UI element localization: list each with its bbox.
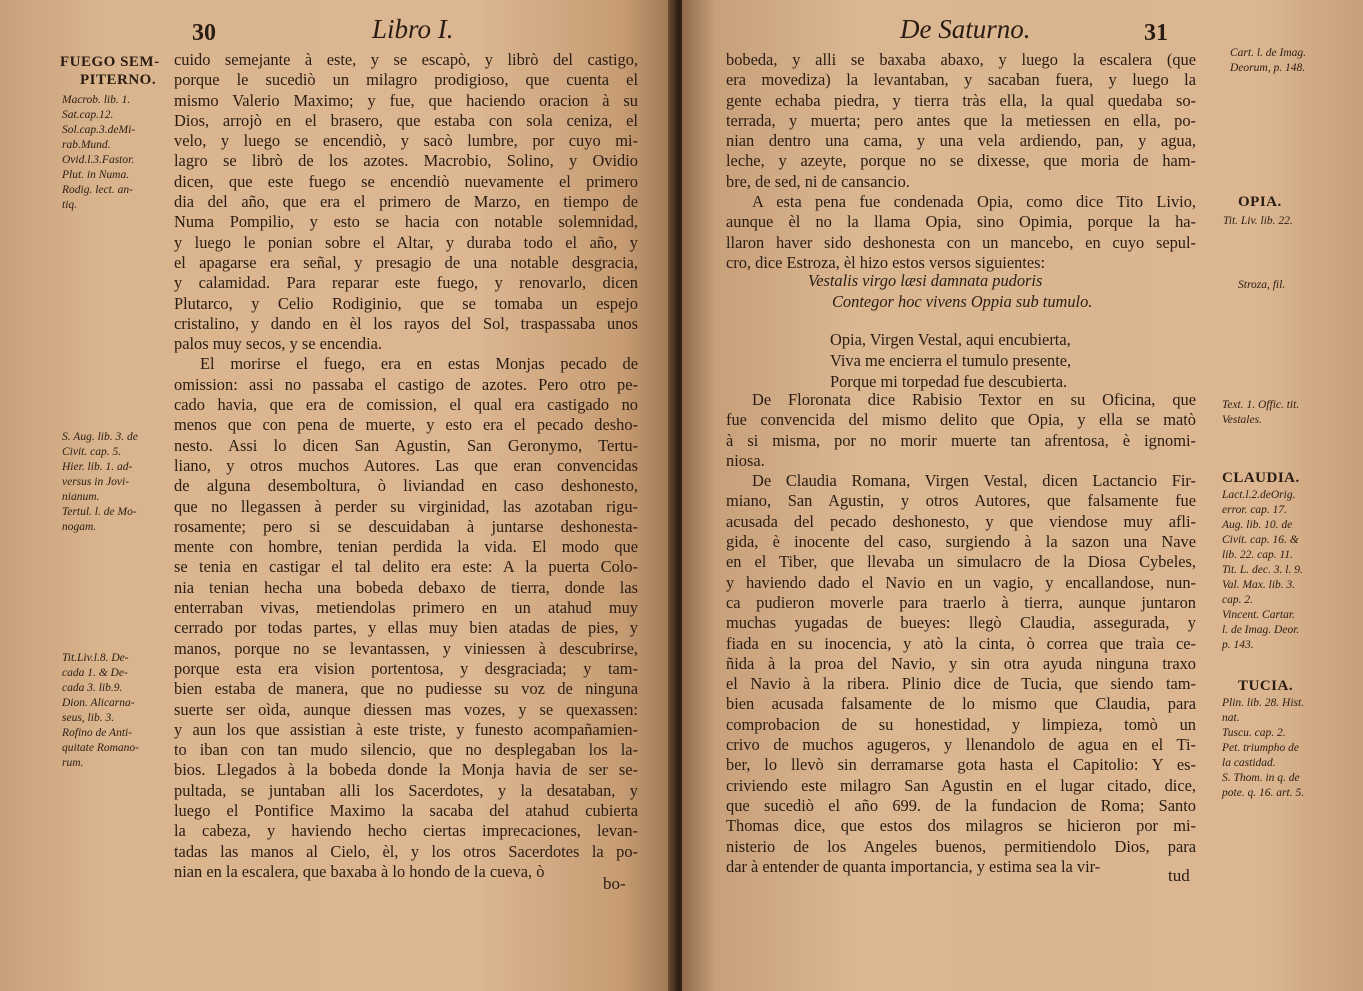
text-line: porque esta era vision portentosa, y desgraciada; y tam- (174, 658, 638, 678)
margin-note-line: Tertul. l. de Mo- (62, 506, 137, 518)
left-running-header: Libro I. (372, 14, 454, 44)
margin-note-textor (1222, 398, 1299, 428)
text-line: miano, San Agustin, y otros Autores, que falsamente fue (726, 491, 1196, 511)
margin-note-line: rum. (62, 757, 84, 769)
margin-note-line: Cart. l. de Imag. (1230, 47, 1307, 59)
margin-note-line: S. Aug. lib. 3. de (62, 431, 138, 443)
margin-note-livio (62, 651, 139, 771)
text-line: Thomas dice, que estos dos milagros se hicieron por mi- (726, 816, 1196, 836)
text-line: mismo Valerio Maximo; y fue, que haciendo oracion à su (174, 90, 638, 110)
margin-note-line: la castidad. (1222, 757, 1276, 769)
text-line: De Claudia Romana, Virgen Vestal, dicen Lactancio Fir- (752, 471, 1196, 491)
margin-note-line: Ovid.l.3.Fastor. (62, 154, 135, 166)
text-line: acusada del pecado deshonesto, y que viendose muy afli- (726, 511, 1196, 531)
margin-note-line: nat. (1222, 712, 1240, 724)
text-line: velo, y luego se encendiò, y sacò lumbre, por cuyo mi- (174, 131, 638, 151)
margin-note-line: Plut. in Numa. (62, 169, 130, 181)
margin-note-cartari (1230, 46, 1306, 76)
text-line: manos, porque no se levantassen, y viniessen à descubrirse, (174, 638, 638, 658)
right-page-number: 31 (1144, 20, 1168, 46)
margin-note-line: Text. 1. Offic. tit. (1222, 399, 1300, 411)
text-line: porque le sucediò un milagro prodigioso, que cuenta el (174, 70, 638, 90)
text-line: mente con hombre, tenian perdida la vida. El modo que (174, 537, 638, 557)
text-line: El morirse el fuego, era en estas Monjas pecado de (200, 354, 638, 374)
margin-note-line: lib. 22. cap. 11. (1222, 549, 1294, 561)
text-line: y luego le ponian sobre el Altar, y duraba todo el año, y (174, 232, 638, 252)
text-line: fue convencida del mismo delito que Opia, y ella se matò (726, 410, 1196, 430)
text-line: el apagarse era señal, y presagio de una notable desgracia, (174, 252, 638, 272)
margin-note-line: nogam. (62, 521, 97, 533)
text-line: crivo de muchos agugeros, y llenandolo de agua en el Ti- (726, 735, 1196, 755)
text-line: que sucediò el año 699. de la fundacion de Roma; Santo (726, 795, 1196, 815)
spanish-verse-line-1: Opia, Virgen Vestal, aqui encubierta, (830, 330, 1071, 349)
text-line: cuido semejante à este, y se escapò, y librò del castigo, (174, 50, 638, 69)
text-line: ca pudieron moverle para traerlo à tierra, aunque juntaron (726, 592, 1196, 612)
text-line: lagro se librò de los azotes. Macrobio, Solino, y Ovidio (174, 151, 638, 171)
text-line: enterraban vivas, metiendolas primero en un atahud muy (174, 598, 638, 618)
margin-note-line: Vincent. Cartar. (1222, 609, 1295, 621)
margin-note-line: Tuscu. cap. 2. (1222, 727, 1286, 739)
spanish-verse-line-2: Viva me encierra el tumulo presente, (830, 351, 1072, 370)
latin-verse-line-2: Contegor hoc vivens Oppia sub tumulo. (832, 292, 1093, 311)
text-line: gente echaba piedra, y tierra tràs ella, la qual quedaba so- (726, 90, 1196, 110)
text-line: dicen, que este fuego se encendiò nuevamente el primero (174, 171, 638, 191)
text-line: Dios, arrojò en el brasero, que estaba con sola ceniza, el (174, 110, 638, 130)
text-line: comprobacion de su honestidad, y limpieza, tomò un (726, 714, 1196, 734)
margin-note-line: cada 1. & De- (62, 667, 128, 679)
margin-note-line: nianum. (62, 491, 100, 503)
left-page (0, 0, 676, 991)
margin-note-claudia (1222, 488, 1303, 653)
text-line: palos muy secos, y se encendia. (174, 334, 383, 354)
text-line: de alguna desemboltura, ò liviandad en caso deshonesto, (174, 476, 638, 496)
margin-note-line: Lact.l.2.deOrig. (1222, 489, 1296, 501)
text-line: bre, de sed, ni de cansancio. (726, 171, 910, 191)
margin-note-line: tiq. (62, 199, 78, 211)
margin-note-line: pote. q. 16. art. 5. (1222, 787, 1305, 799)
text-line: bios. Llegados à la bobeda donde la Monja havia de ser se- (174, 760, 638, 780)
text-line: criviendo este milagro San Agustin en el lugar citado, dice, (726, 775, 1196, 795)
text-line: menos que con pena de muerte, y esto era el pecado desho- (174, 415, 638, 435)
text-line: suerte ser oìda, aunque diessen mas vozes, y se quexassen: (174, 699, 638, 719)
text-line: en el Tiber, que llevaba un simulacro de la Diosa Cybeles, (726, 552, 1196, 572)
margin-note-line: cap. 2. (1222, 594, 1253, 606)
text-line: el Navio à la ribera. Plinio dice de Tucia, que siendo tam- (726, 674, 1196, 694)
text-line: nian dentro una cama, y una vela ardiendo, pan, y agua, (726, 131, 1196, 151)
left-catchword: bo- (603, 874, 626, 893)
text-line: bobeda, y alli se baxaba abaxo, y luego la escalera (que (726, 50, 1196, 69)
margin-note-tucia (1222, 696, 1304, 801)
text-line: niosa. (726, 450, 765, 470)
text-line: tadas las manos al Cielo, èl, y los otros Sacerdotes la po- (174, 841, 638, 861)
text-line: Numa Pompilio, y esto se hacia con notable solemnidad, (174, 212, 638, 232)
left-body-text (174, 50, 638, 882)
text-line: cado havia, que era de comission, el qual era castigado no (174, 395, 638, 415)
margin-note-line: Aug. lib. 10. de (1222, 519, 1293, 531)
right-body-text-b (726, 390, 1196, 877)
margin-note-line: S. Thom. in q. de (1222, 772, 1300, 784)
text-line: llaron haver sido deshonesta con un mancebo, en cuyo sepul- (726, 232, 1196, 252)
margin-note-line: p. 143. (1222, 639, 1254, 651)
right-page (682, 0, 1363, 991)
margin-note-line: Sat.cap.12. (62, 109, 114, 121)
text-line: gida, è inocente del caso, surgiendo à la sazon una Nave (726, 532, 1196, 552)
spanish-verse (830, 329, 1071, 392)
margin-note-line: Civit. cap. 5. (62, 446, 122, 458)
margin-note-line: Deorum, p. 148. (1230, 62, 1306, 74)
text-line: liano, y otros muchos Autores. Las que eran convencidas (174, 455, 638, 475)
text-line: rosamente; pero si se descuidaban à juntarse deshonesta- (174, 516, 638, 536)
text-line: y calamidad. Para reparar este fuego, y renovarlo, dicen (174, 273, 638, 293)
spanish-verse-line-3: Porque mi torpedad fue descubierta. (830, 372, 1068, 391)
margin-title-tucia: TUCIA. (1238, 678, 1294, 694)
margin-note-line: Civit. cap. 16. & (1222, 534, 1299, 546)
text-line: dar à entender de quanta importancia, y estima sea la vir- (726, 856, 1101, 876)
right-body-text-a (726, 50, 1196, 273)
margin-note-line: cada 3. lib.9. (62, 682, 123, 694)
margin-note-line: Plin. lib. 28. Hist. (1222, 697, 1305, 709)
text-line: cro, dice Estroza, èl hizo estos versos siguientes: (726, 252, 1046, 272)
margin-note-augustin (62, 430, 138, 535)
latin-verse-line-1: Vestalis virgo læsi damnata pudoris (808, 271, 1043, 290)
margin-note-line: Vestales. (1222, 414, 1262, 426)
margin-note-line: versus in Jovi- (62, 476, 130, 488)
margin-note-line: error. cap. 17. (1222, 504, 1288, 516)
text-line: dia del año, que era el primero de Marzo, en tiempo de (174, 192, 638, 212)
margin-note-line: Hier. lib. 1. ad- (62, 461, 133, 473)
margin-note-line: seus, lib. 3. (62, 712, 115, 724)
right-catchword: tud (1168, 866, 1190, 885)
margin-note-line: Sol.cap.3.deMi- (62, 124, 136, 136)
text-line: se tenia en castigar el tal delito era este: A la puerta Colo- (174, 557, 638, 577)
text-line: to iban con tan mudo silencio, que no desplegaban los la- (174, 740, 638, 760)
text-line: nisterio de los Angeles buenos, permitiendolo Dios, para (726, 836, 1196, 856)
margin-note-opia: Tit. Liv. lib. 22. (1223, 215, 1293, 227)
text-line: A esta pena fue condenada Opia, como dice Tito Livio, (752, 192, 1196, 212)
text-line: nian en la escalera, que baxaba à lo hondo de la cueva, ò (174, 861, 545, 881)
margin-note-stroza: Stroza, fil. (1238, 279, 1286, 291)
margin-title-fuego-2: PITERNO. (80, 72, 157, 88)
text-line: era movediza) la levantaban, y sacaban fuera, y luego la (726, 70, 1196, 90)
text-line: omission: assi no passaba el castigo de azotes. Pero otro pe- (174, 374, 638, 394)
text-line: nia tenian hecha una bobeda debaxo de tierra, donde las (174, 577, 638, 597)
text-line: De Floronata dice Rabisio Textor en su Oficina, que (752, 390, 1196, 409)
text-line: Plutarco, y Celio Rodiginio, que se tomaba un espejo (174, 293, 638, 313)
margin-title-claudia: CLAUDIA. (1222, 470, 1300, 486)
left-page-number: 30 (192, 20, 216, 46)
text-line: pultada, se juntaban alli los Sacerdotes, y la desataban, y (174, 780, 638, 800)
text-line: luego el Pontifice Maximo la sacaba del atahud cubierta (174, 800, 638, 820)
margin-title-opia: OPIA. (1238, 194, 1282, 210)
latin-verse (808, 270, 1092, 312)
margin-note-line: rab.Mund. (62, 139, 111, 151)
text-line: terrada, y muerta; pero antes que la metiessen en ella, po- (726, 110, 1196, 130)
text-line: à si misma, por no morir muerte tan afrentosa, è ignomi- (726, 430, 1196, 450)
text-line: ber, lo llevò sin derramarse gota hasta el Capitolio: Y es- (726, 755, 1196, 775)
margin-note-macrobio (62, 93, 135, 213)
margin-title-fuego-1: FUEGO SEM- (60, 54, 160, 70)
right-running-header: De Saturno. (900, 14, 1031, 44)
margin-note-line: quitate Romano- (62, 742, 139, 754)
margin-note-line: Dion. Alicarna- (62, 697, 135, 709)
text-line: aunque èl no la llama Opia, sino Opimia, porque la ha- (726, 212, 1196, 232)
text-line: ñida à la proa del Navio, y sin otra ayuda ninguna traxo (726, 653, 1196, 673)
text-line: bien acusada falsamente de lo mismo que Claudia, para (726, 694, 1196, 714)
margin-note-line: Tit. L. dec. 3. l. 9. (1222, 564, 1303, 576)
text-line: muchas yugadas de bueyes: llegò Claudia, assegurada, y (726, 613, 1196, 633)
margin-note-line: Val. Max. lib. 3. (1222, 579, 1296, 591)
margin-note-line: Rodig. lect. an- (62, 184, 133, 196)
text-line: y aun los que assistian à este triste, y funesto acompañamien- (174, 719, 638, 739)
text-line: bien estaba de manera, que no pudiesse su voz de ninguna (174, 679, 638, 699)
text-line: leche, y azeyte, porque no se dixesse, que moria de ham- (726, 151, 1196, 171)
text-line: la cabeza, y haviendo hecho ciertas imprecaciones, levan- (174, 821, 638, 841)
margin-note-line: Macrob. lib. 1. (62, 94, 131, 106)
text-line: y haviendo dado el Navio en un vagio, y encallandose, nun- (726, 572, 1196, 592)
margin-note-line: Pet. triumpho de (1222, 742, 1299, 754)
margin-note-line: l. de Imag. Deor. (1222, 624, 1300, 636)
text-line: cerrado por todas partes, y ellas muy bien atadas de pies, y (174, 618, 638, 638)
margin-note-line: Rofino de Anti- (62, 727, 133, 739)
text-line: que no llegassen à perder su virginidad, las azotaban rigu- (174, 496, 638, 516)
text-line: cristalino, y dando en èl los rayos del Sol, traspassaba unos (174, 313, 638, 333)
text-line: fiada en su inocencia, y atò la cinta, ò correa que traìa ce- (726, 633, 1196, 653)
margin-note-line: Tit.Liv.l.8. De- (62, 652, 129, 664)
text-line: nesto. Assi lo dicen San Agustin, San Geronymo, Tertu- (174, 435, 638, 455)
